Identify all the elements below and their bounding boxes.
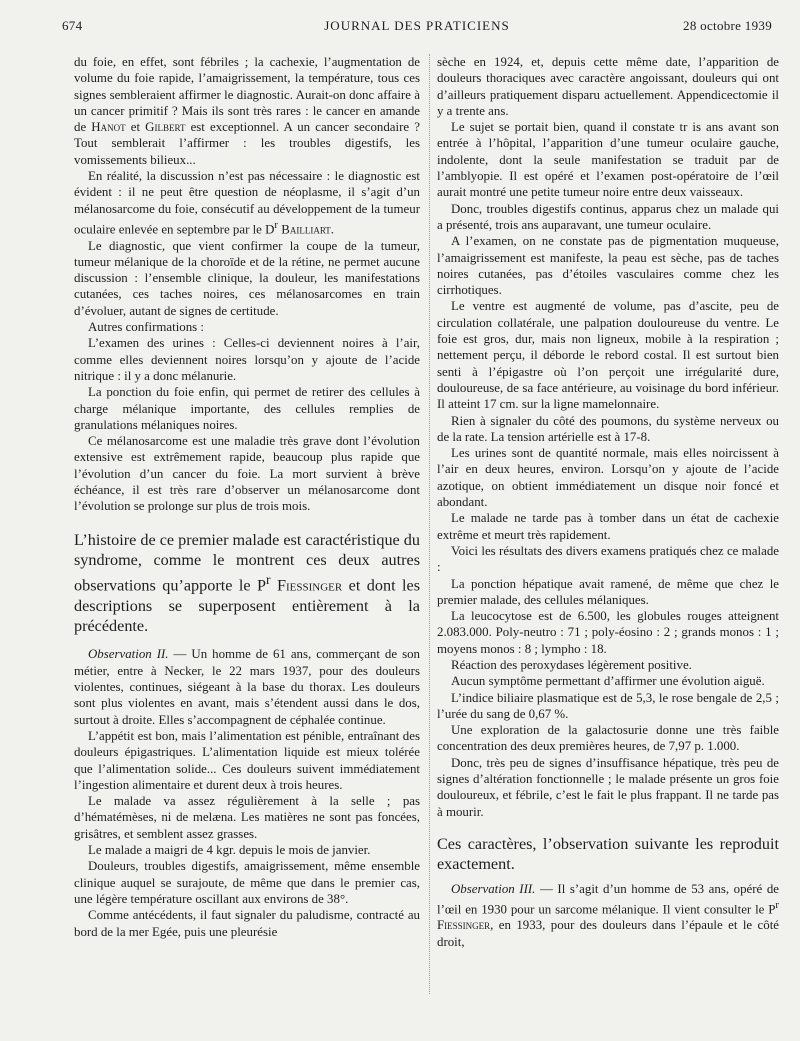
- paragraph: Le malade a maigri de 4 kgr. depuis le mois de janvier.: [88, 843, 371, 858]
- paragraph: L’indice biliaire plasmatique est de 5,3, le rose bengale de 2,5 ; l’urée du sang de 0,67 %.: [437, 690, 779, 721]
- author-name: Fiessinger: [276, 576, 343, 595]
- author-name: Bailliart: [281, 222, 331, 237]
- paragraph: Ce mélanosarcome est une maladie très grave dont l’évolution extensive est extrêmement rapide, beaucoup plus rapide que l’évolution d’un cancer du foie. La mort survient à brève échéance, il est très rare d’observer un mélanosarcome dont l’évolution se prolonge sur plus de trois mois.: [74, 434, 420, 514]
- paragraph: L’examen des urines : Celles-ci deviennent noires à l’air, comme elles deviennent noires lorsqu’on y ajoute de l’acide nitrique : il y a donc mélanurie.: [74, 336, 420, 383]
- page-number: 674: [62, 18, 83, 33]
- paragraph: Observation III. — Il s’agit d’un homme de 53 ans, opéré de l’œil en 1930 pour un sarcome mélanique. Il vient consulter le $P^r$ Fiessinger, en 1933, pour des douleurs dans l’épaule et le côté droit,: [437, 881, 779, 949]
- paragraph: Le ventre est augmenté de volume, pas d’ascite, peu de circulation collatérale, une palpation douloureuse du ventre. Le foie est gros, dur, mais non ligneux, mobile à la respiration ; nettement perçu, il déborde le rebord costal. Il est surtout bien senti à l’épigastre où l’on perçoit une irrégularité dure, douloureuse, de sa face antérieure, au voisinage du bord inférieur. Il atteint 17 cm. sur la ligne mamelonnaire.: [437, 299, 779, 412]
- paragraph: Donc, très peu de signes d’insuffisance hépatique, très peu de signes d’altération fonctionnelle ; le malade présente un gros foie douloureux, et fébrile, c’est le fait le plus frappant. Il ne tarde pas à mourir.: [437, 755, 779, 819]
- paragraph: La ponction du foie enfin, qui permet de retirer des cellules à charge mélanique importante, des cellules remplies de granulations mélaniques noires.: [74, 385, 420, 432]
- paragraph: Autres confirmations :: [88, 320, 204, 335]
- paragraph: Les urines sont de quantité normale, mais elles noircissent à l’air en deux heures, environ. Lorsqu’on y ajoute de l’acide azotique, on obtient immédiatement un disque noir foncé et abondant.: [437, 446, 779, 510]
- author-name: Hanot: [91, 120, 126, 135]
- paragraph: Rien à signaler du côté des poumons, du système nerveux ou de la rate. La tension artérielle est à 17-8.: [437, 413, 779, 444]
- paragraph: A l’examen, on ne constate pas de pigmentation muqueuse, l’amaigrissement est manifeste, la peau est sèche, pas de taches noires cutanées, pas d’étoiles vasculaires comme chez les cirrhotiques.: [437, 234, 779, 298]
- paragraph: L’appétit est bon, mais l’alimentation est pénible, entraînant des douleurs épigastriques. L’alimentation liquide est mieux tolérée que l’alimentation solide... Ces douleurs suivent immédiatement l’ingestion alimentaire et durent deux à trois heures.: [74, 728, 420, 792]
- paragraph: Aucun symptôme permettant d’affirmer une évolution aiguë.: [451, 674, 765, 689]
- paragraph: du foie, en effet, sont fébriles ; la cachexie, l’augmentation de volume du foie rapide, l’amaigrissement, la température, tous ces signes sembleraient affirmer le diagnostic. Aurait-on donc affaire à un cancer primitif ? Mais ils sont très rares : le cancer en amande de Hanot et Gilbert est exceptionnel. A un cancer secondaire ? Tout semblerait l’affirmer : les troubles digestifs, les vomissements bilieux...: [74, 55, 420, 167]
- paragraph: Comme antécédents, il faut signaler du paludisme, contracté au bord de la mer Egée, puis une pleurésie: [74, 908, 420, 939]
- author-name: Fiessinger: [437, 918, 491, 933]
- author-name: Gilbert: [145, 120, 186, 135]
- paragraph: Observation II. — Un homme de 61 ans, commerçant de son métier, entre à Necker, le 22 mars 1937, pour des douleurs violentes, continues, siégeant à la base du thorax. Les douleurs sont plus violentes en avant, mais s’étendent aussi dans le dos, surtout à droite. Elles s’accompagnent de céphalée continue.: [74, 647, 420, 727]
- left-column: [74, 54, 420, 940]
- observation-label: Observation III.: [451, 881, 536, 896]
- paragraph: Voici les résultats des divers examens pratiqués chez ce malade :: [437, 543, 779, 575]
- paragraph: Le sujet se portait bien, quand il constate tr is ans avant son entrée à l’hôpital, l’apparition d’une tumeur oculaire gauche, indolente, dont la seule manifestation se traduit par de l’amblyopie. Il est opéré et l’examen post-opératoire de l’œil aurait montré une petite tumeur noire entre deux vaisseaux.: [437, 120, 779, 200]
- column-divider: [429, 54, 430, 994]
- page-header: [62, 14, 772, 36]
- paragraph: Le malade ne tarde pas à tomber dans un état de cachexie extrême et meurt très rapidement.: [437, 511, 779, 542]
- paragraph: Donc, troubles digestifs continus, apparus chez un malade qui a présenté, trois ans auparavant, une tumeur oculaire.: [437, 201, 779, 232]
- observation-label: Observation II.: [88, 647, 169, 662]
- journal-title: JOURNAL DES PRATICIENS: [324, 18, 510, 33]
- paragraph: La ponction hépatique avait ramené, de même que chez le premier malade, des cellules mélaniques.: [437, 576, 779, 607]
- paragraph: Réaction des peroxydases légèrement positive.: [451, 657, 692, 672]
- issue-date: 28 octobre 1939: [683, 18, 772, 33]
- paragraph: En réalité, la discussion n’est pas nécessaire : le diagnostic est évident : il ne peut être question de néoplasme, il s’agit d’un mélanosarcome du foie, consécutif au développement de la tumeur oculaire enlevée en septembre par le $D^r$ Bailliart.: [74, 169, 420, 237]
- paragraph: Le diagnostic, que vient confirmer la coupe de la tumeur, tumeur mélanique de la choroïde et de la rétine, ne permet aucune discussion : l’ensemble clinique, la douleur, les manifestations cutanées, ces taches noires, ces mélanosarcomes en train d’évoluer, autant de signes de certitude.: [74, 238, 420, 318]
- right-column: [437, 54, 779, 950]
- paragraph: Le malade va assez régulièrement à la selle ; pas d’hématémèses, ni de melæna. Les matières ne sont pas foncées, grisâtres, et semblent assez grasses.: [74, 794, 420, 841]
- section-headline: L’histoire de ce premier malade est caractéristique du syndrome, comme le montrent ces deux autres observations qu’apporte le $P^r$ Fiessinger et dont les descriptions se superposent entièrement à la précédente.: [74, 530, 421, 636]
- paragraph: Douleurs, troubles digestifs, amaigrissement, même ensemble clinique auquel se surajoute, de même que dans le premier cas, une légère température oscillant aux environs de 38°.: [74, 859, 420, 906]
- paragraph: La leucocytose est de 6.500, les globules rouges atteignent 2.083.000. Poly-neutro : 71 ; poly-éosino : 2 ; grands monos : 1 ; moyens monos : 8 ; lympho : 18.: [437, 609, 779, 656]
- section-headline: Ces caractères, l’observation suivante les reproduit exactement.: [437, 834, 779, 874]
- paragraph: sèche en 1924, et, depuis cette même date, l’apparition de douleurs thoraciques avec caractère angoissant, douleurs qui ont d’ailleurs pratiquement disparu actuellement. Appendicectomie il y a trente ans.: [437, 55, 779, 118]
- paragraph: Une exploration de la galactosurie donne une très faible concentration des deux premières heures, de 7,97 p. 1.000.: [437, 723, 779, 754]
